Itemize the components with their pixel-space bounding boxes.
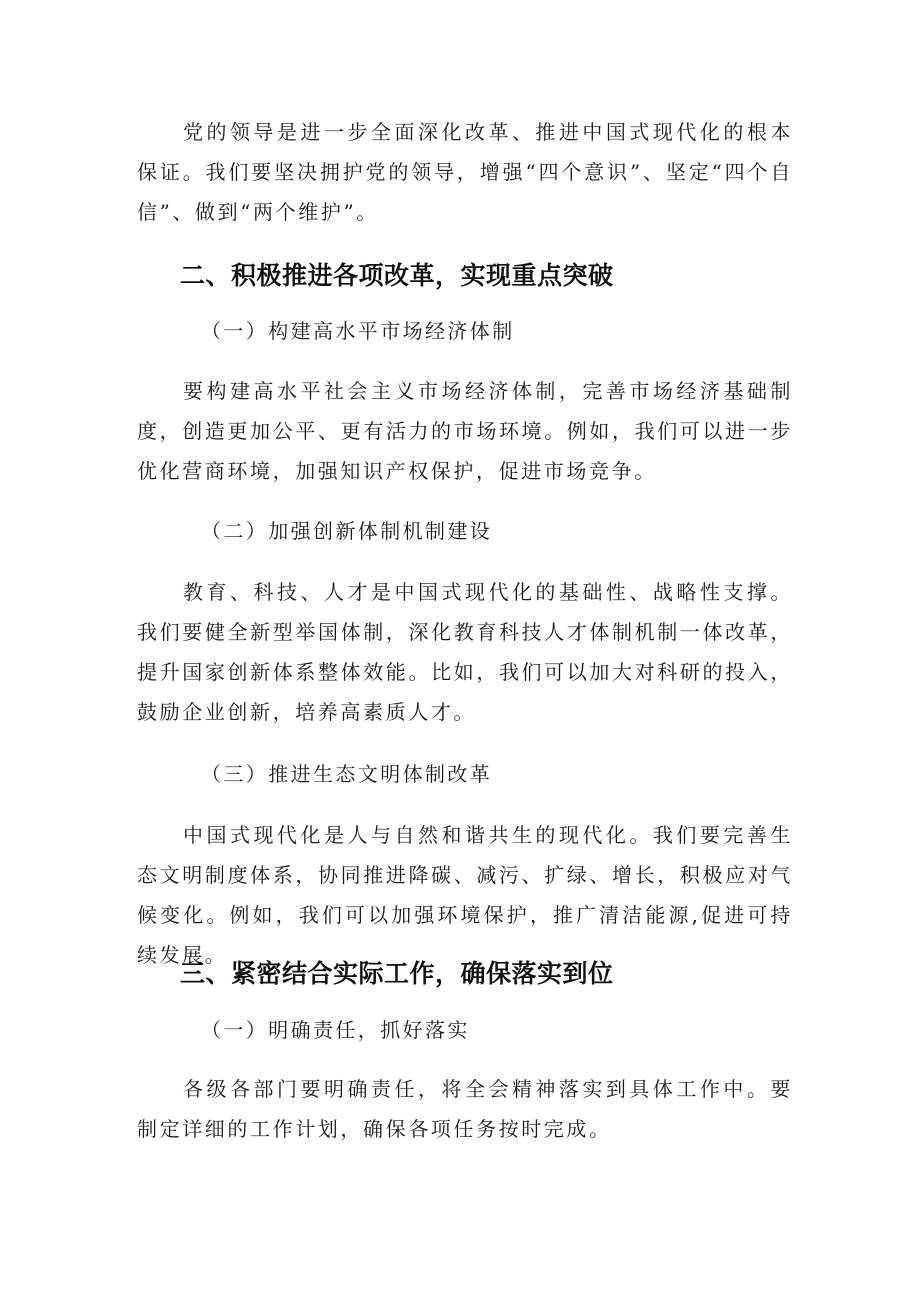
section-3-sub-1-title-block bbox=[137, 1010, 793, 1050]
section-2-sub-1-title-block bbox=[137, 311, 793, 351]
intro-block bbox=[137, 112, 793, 232]
section-2-heading: 二、积极推进各项改革，实现重点突破 bbox=[180, 261, 614, 290]
section-3-heading: 三、紧密结合实际工作，确保落实到位 bbox=[180, 959, 614, 988]
section-2-sub-2-title: （二）加强创新体制机制建设 bbox=[201, 519, 493, 543]
section-2-sub-3-title-block bbox=[137, 754, 793, 794]
section-2-sub-1-title: （一）构建高水平市场经济体制 bbox=[201, 319, 515, 343]
section-2-sub-3-body: 中国式现代化是人与自然和谐共生的现代化。我们要完善生态文明制度体系，协同推进降碳、减污、扩绿、增长，积极应对气候变化。例如，我们可以加强环境保护，推广清洁能源,促进可持续发展。 bbox=[137, 823, 793, 967]
section-2-sub-1-body-block bbox=[137, 371, 793, 491]
section-3-heading-block bbox=[137, 954, 793, 994]
section-3-sub-1-body-block bbox=[137, 1069, 793, 1149]
section-2-sub-1-body: 要构建高水平社会主义市场经济体制，完善市场经济基础制度，创造更加公平、更有活力的市场环境。例如，我们可以进一步优化营商环境，加强知识产权保护，促进市场竞争。 bbox=[137, 379, 793, 483]
section-3-sub-1-body: 各级各部门要明确责任，将全会精神落实到具体工作中。要制定详细的工作计划，确保各项任务按时完成。 bbox=[137, 1077, 793, 1141]
intro-paragraph: 党的领导是进一步全面深化改革、推进中国式现代化的根本保证。我们要坚决拥护党的领导，增强“四个意识”、坚定“四个自信”、做到“两个维护”。 bbox=[137, 120, 793, 224]
section-2-sub-3-title: （三）推进生态文明体制改革 bbox=[201, 762, 493, 786]
section-2-sub-2-title-block bbox=[137, 511, 793, 551]
section-2-sub-2-body: 教育、科技、人才是中国式现代化的基础性、战略性支撑。我们要健全新型举国体制，深化教育科技人才体制机制一体改革，提升国家创新体系整体效能。比如，我们可以加大对科研的投入，鼓励企业创新，培养高素质人才。 bbox=[137, 580, 793, 724]
section-2-sub-3-body-block bbox=[137, 815, 793, 975]
section-2-sub-2-body-block bbox=[137, 572, 793, 732]
section-2-heading-block bbox=[137, 256, 793, 296]
section-3-sub-1-title: （一）明确责任，抓好落实 bbox=[201, 1018, 470, 1042]
